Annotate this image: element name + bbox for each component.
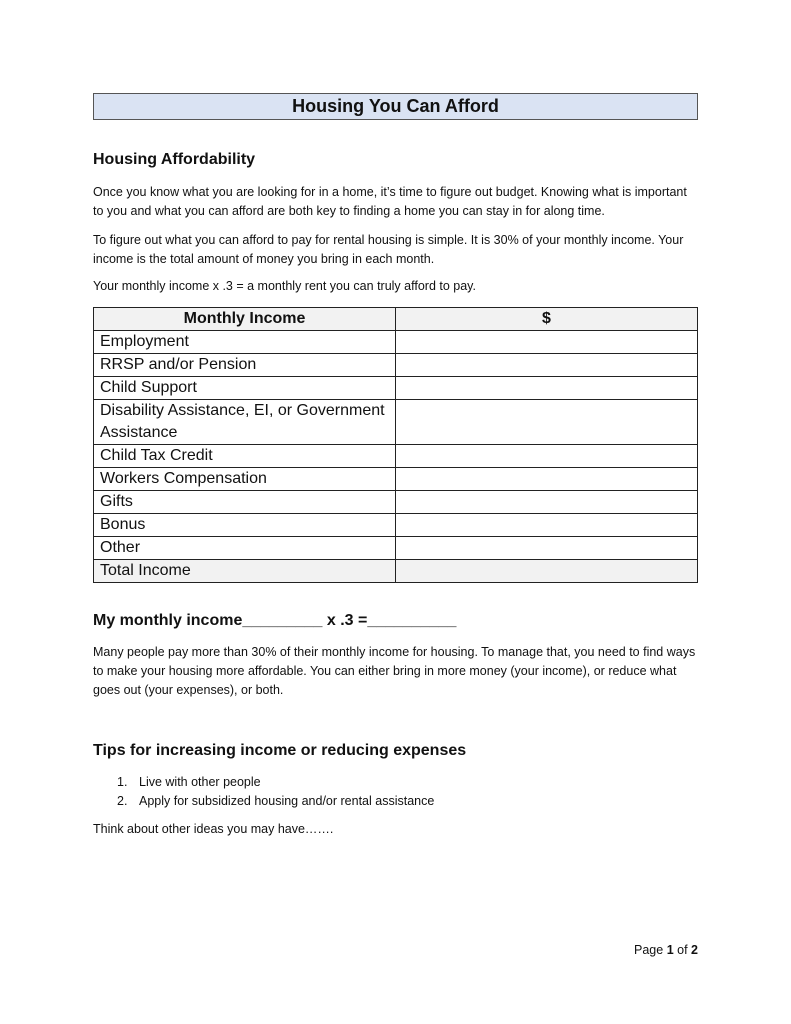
row-label: RRSP and/or Pension [94, 354, 396, 377]
formula-text: Your monthly income x .3 = a monthly rent you can truly afford to pay. [93, 279, 476, 293]
table-row [94, 400, 698, 445]
section-heading-tips: Tips for increasing income or reducing expenses [93, 742, 467, 759]
footer-total-pages: 2 [691, 943, 698, 957]
row-label-total: Total Income [94, 560, 396, 583]
paragraph-intro: Once you know what you are looking for in a home, it’s time to figure out budget. Knowing what is important to you and what you can afford are both key to finding a home you can stay in for along time. [93, 185, 687, 218]
row-label: Other [94, 537, 396, 560]
list-item [93, 792, 434, 811]
closing-text: Think about other ideas you may have……. [93, 822, 334, 836]
page-number-footer [634, 943, 698, 957]
amount-cell[interactable] [396, 445, 698, 468]
table-row [94, 445, 698, 468]
list-item-text: Live with other people [139, 775, 261, 789]
section-heading-affordability: Housing Affordability [93, 151, 256, 168]
list-number: 2. [117, 794, 128, 808]
amount-cell[interactable] [396, 331, 698, 354]
table-row [94, 354, 698, 377]
column-header-dollar: $ [396, 308, 698, 331]
table-row [94, 468, 698, 491]
column-header-monthly-income: Monthly Income [94, 308, 396, 331]
list-item-text: Apply for subsidized housing and/or rental assistance [139, 794, 435, 808]
row-label: Bonus [94, 514, 396, 537]
table-header-row [94, 308, 698, 331]
table-row [94, 377, 698, 400]
row-label: Child Tax Credit [94, 445, 396, 468]
list-item [93, 773, 434, 792]
row-label: Child Support [94, 377, 396, 400]
footer-current-page: 1 [666, 943, 674, 957]
table-row [94, 491, 698, 514]
footer-of-word: of [677, 943, 688, 957]
tips-list [93, 773, 434, 811]
row-label: Workers Compensation [94, 468, 396, 491]
paragraph-calculation: To figure out what you can afford to pay for rental housing is simple. It is 30% of your monthly income. Your income is the total amount of money you bring in each month. [93, 233, 684, 266]
total-amount-cell[interactable] [396, 560, 698, 583]
amount-cell[interactable] [396, 377, 698, 400]
table-row [94, 514, 698, 537]
page-title: Housing You Can Afford [93, 93, 698, 120]
document-page [93, 0, 698, 1024]
row-label: Gifts [94, 491, 396, 514]
table-row-total [94, 560, 698, 583]
table-row [94, 537, 698, 560]
amount-cell[interactable] [396, 468, 698, 491]
paragraph-affordability-advice: Many people pay more than 30% of their monthly income for housing. To manage that, you need to find ways to make your housing more affordable. You can either bring in more money (your income), or reduce what goes out (your expenses), or both. [93, 645, 696, 697]
table-row [94, 331, 698, 354]
amount-cell[interactable] [396, 491, 698, 514]
row-label: Employment [94, 331, 396, 354]
amount-cell[interactable] [396, 354, 698, 377]
row-label: Disability Assistance, EI, or Government Assistance [94, 400, 396, 445]
amount-cell[interactable] [396, 514, 698, 537]
amount-cell[interactable] [396, 537, 698, 560]
income-table [93, 307, 698, 583]
footer-page-word: Page [634, 943, 664, 957]
amount-cell[interactable] [396, 400, 698, 445]
monthly-income-calc-line: My monthly income_________ x .3 =__________ [93, 612, 457, 629]
list-number: 1. [117, 775, 128, 789]
